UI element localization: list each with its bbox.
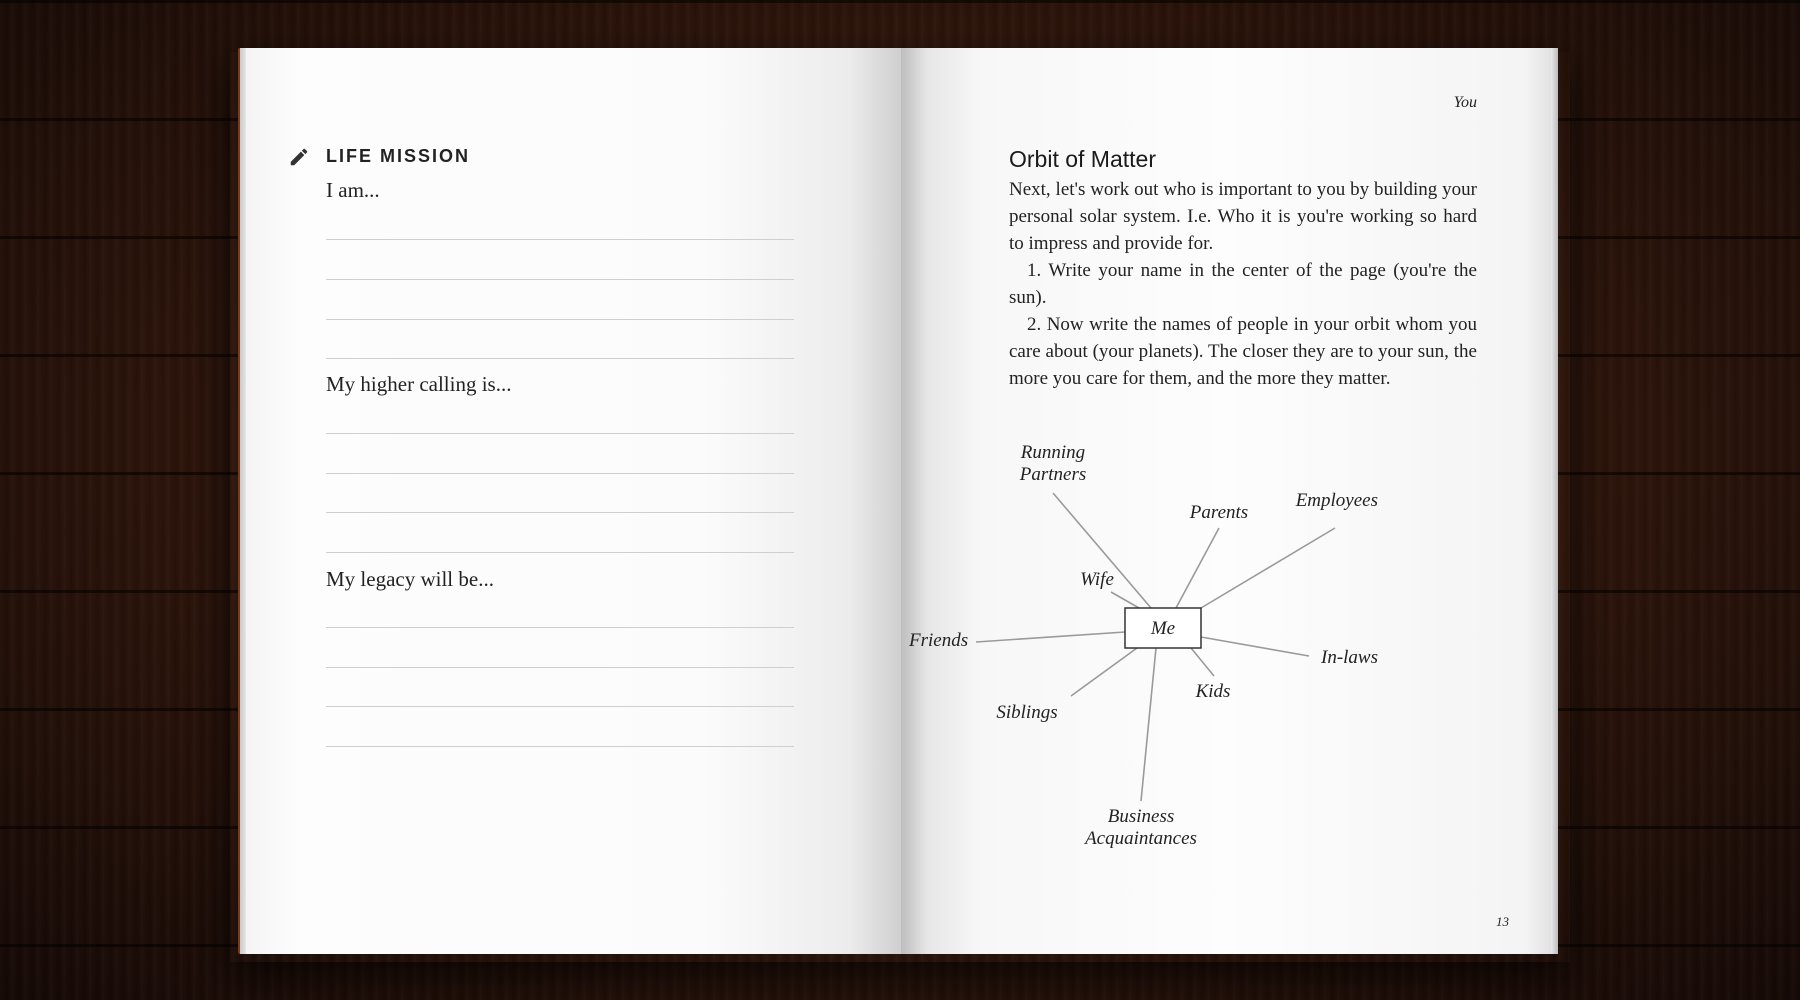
writing-line[interactable]: [326, 746, 794, 747]
writing-line[interactable]: [326, 239, 794, 240]
page-number: 13: [1496, 914, 1509, 929]
running-head: You: [1453, 94, 1477, 111]
orbit-line: [1053, 493, 1151, 608]
pencil-icon: [288, 146, 310, 168]
orbit-line: [1071, 648, 1137, 696]
writing-line[interactable]: [326, 473, 794, 474]
node-in-laws: In-laws: [1321, 647, 1378, 668]
writing-line[interactable]: [326, 552, 794, 553]
orbit-line: [976, 632, 1125, 642]
left-page: [246, 48, 901, 954]
right-page: [901, 48, 1551, 954]
node-kids: Kids: [1195, 681, 1231, 702]
page-edge-right: [1550, 48, 1558, 954]
section-heading: LIFE MISSION: [326, 146, 471, 166]
node-siblings: Siblings: [996, 702, 1058, 723]
prompt-higher-calling: My higher calling is...: [326, 372, 512, 396]
node-friends: Friends: [909, 630, 969, 651]
orbit-line: [1141, 648, 1156, 801]
me-label: Me: [1150, 618, 1176, 639]
step-1: 1. Write your name in the center of the page (you're the sun).: [1009, 260, 1477, 308]
writing-line[interactable]: [326, 433, 794, 434]
prompt-legacy: My legacy will be...: [326, 567, 494, 591]
prompt-i-am: I am...: [326, 178, 380, 202]
node-business-acquaintances-2: Acquaintances: [1085, 828, 1197, 849]
node-business-acquaintances: Business: [1107, 806, 1175, 827]
orbit-diagram: [901, 48, 1551, 954]
page-title: Orbit of Matter: [1009, 146, 1156, 172]
node-wife: Wife: [1080, 569, 1114, 590]
orbit-line: [1201, 528, 1335, 608]
step-2: 2. Now write the names of people in your orbit whom you care about (your planets). The closer they are to your sun, the more you care for them, and the more they matter.: [1009, 314, 1477, 389]
node-running-partners-2: Partners: [1019, 464, 1087, 485]
writing-line[interactable]: [326, 279, 794, 280]
orbit-line: [1191, 648, 1214, 676]
orbit-line: [1176, 528, 1219, 608]
writing-line[interactable]: [326, 706, 794, 707]
writing-line[interactable]: [326, 319, 794, 320]
intro-paragraph: Next, let's work out who is important to you by building your personal solar system. I.e. Who it is you're working so hard to impress and provide for.: [1009, 179, 1477, 254]
writing-line[interactable]: [326, 358, 794, 359]
orbit-line: [1111, 592, 1139, 608]
writing-line[interactable]: [326, 627, 794, 628]
writing-line[interactable]: [326, 667, 794, 668]
node-running-partners: Running: [1020, 442, 1086, 463]
node-parents: Parents: [1189, 502, 1249, 523]
orbit-line: [1201, 637, 1309, 656]
node-employees: Employees: [1295, 490, 1378, 511]
writing-line[interactable]: [326, 512, 794, 513]
